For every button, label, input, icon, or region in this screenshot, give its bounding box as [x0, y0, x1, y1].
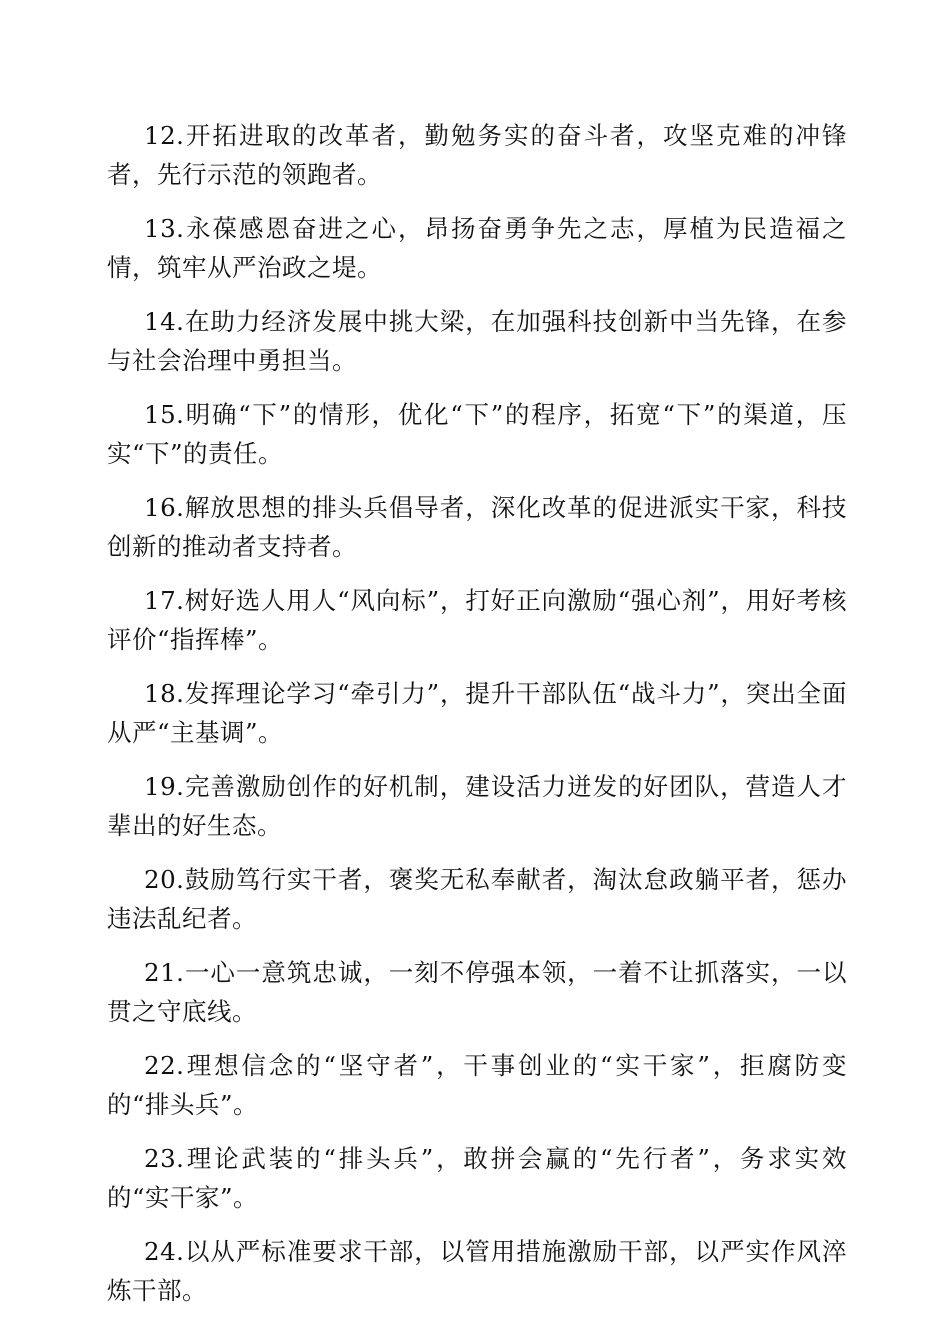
document-page [107, 116, 847, 1325]
list-item-22: 22.理想信念的“坚守者”，干事创业的“实干家”，拒腐防变的“排头兵”。 [107, 1051, 847, 1119]
list-item-13: 13.永葆感恩奋进之心，昂扬奋勇争先之志，厚植为民造福之情，筑牢从严治政之堤。 [107, 214, 847, 282]
list-item-19: 19.完善激励创作的好机制，建设活力迸发的好团队，营造人才辈出的好生态。 [107, 772, 847, 840]
list-item-23: 23.理论武装的“排头兵”，敢拼会赢的“先行者”，务求实效的“实干家”。 [107, 1144, 847, 1212]
list-item-18: 18.发挥理论学习“牵引力”，提升干部队伍“战斗力”，突出全面从严“主基调”。 [107, 679, 847, 747]
list-item-20: 20.鼓励笃行实干者，褒奖无私奉献者，淘汰怠政躺平者，惩办违法乱纪者。 [107, 865, 847, 933]
list-item-16: 16.解放思想的排头兵倡导者，深化改革的促进派实干家，科技创新的推动者支持者。 [107, 493, 847, 561]
list-item-17: 17.树好选人用人“风向标”，打好正向激励“强心剂”，用好考核评价“指挥棒”。 [107, 586, 847, 654]
list-item-24: 24.以从严标准要求干部，以管用措施激励干部，以严实作风淬炼干部。 [107, 1237, 847, 1305]
list-item-15: 15.明确“下”的情形，优化“下”的程序，拓宽“下”的渠道，压实“下”的责任。 [107, 400, 847, 468]
list-item-12: 12.开拓进取的改革者，勤勉务实的奋斗者，攻坚克难的冲锋者，先行示范的领跑者。 [107, 121, 847, 189]
list-item-21: 21.一心一意筑忠诚，一刻不停强本领，一着不让抓落实，一以贯之守底线。 [107, 958, 847, 1026]
list-item-14: 14.在助力经济发展中挑大梁，在加强科技创新中当先锋，在参与社会治理中勇担当。 [107, 307, 847, 375]
